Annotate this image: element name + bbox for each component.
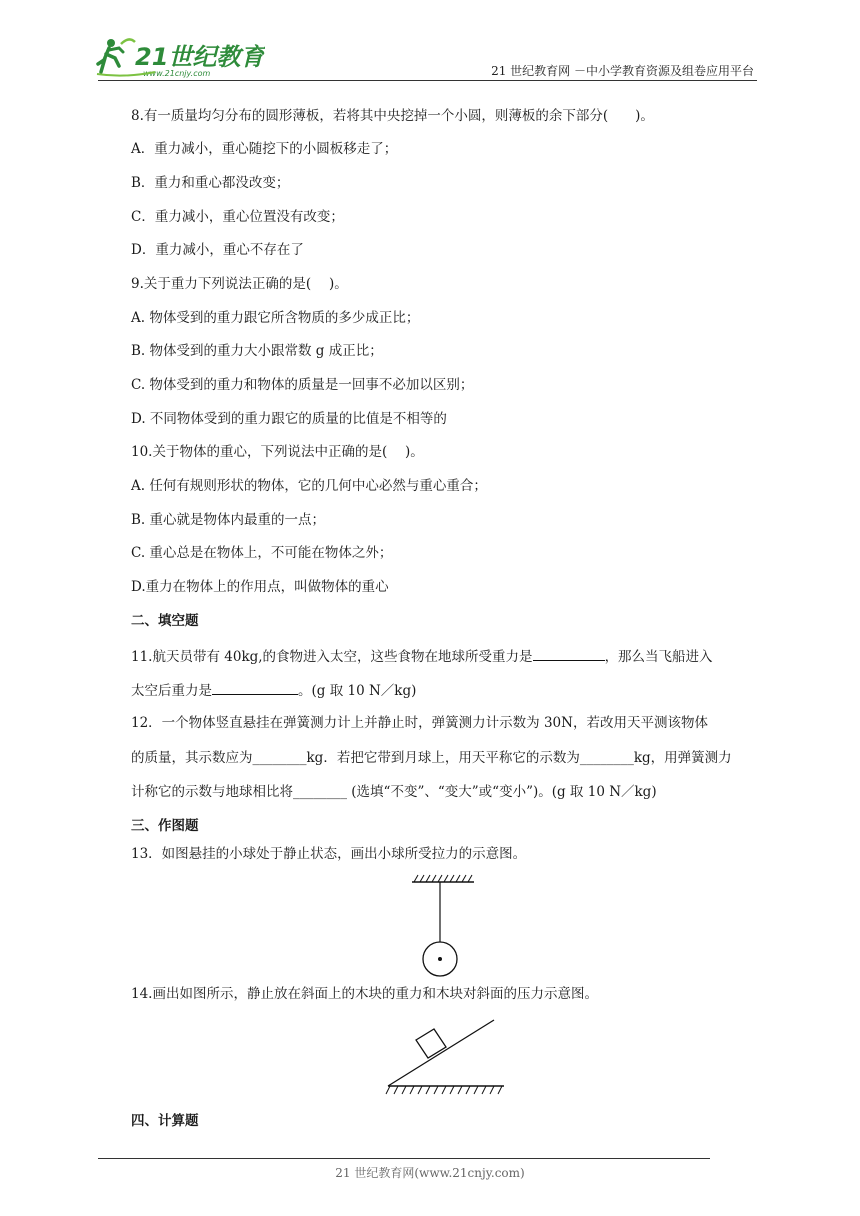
question-10-option-d: D.重力在物体上的作用点，叫做物体的重心 — [131, 579, 389, 595]
question-9-option-b: B. 物体受到的重力大小跟常数 g 成正比； — [131, 343, 383, 359]
question-11-line-1 — [131, 646, 713, 666]
question-9-option-a: A. 物体受到的重力跟它所含物质的多少成正比； — [131, 310, 420, 326]
question-8-option-a: A．重力减小，重心随挖下的小圆板移走了； — [131, 141, 398, 157]
incline-surface — [388, 1020, 494, 1086]
ground-hatch — [386, 1086, 502, 1094]
question-10-stem: 10.关于物体的重心，下列说法中正确的是( )。 — [131, 444, 424, 460]
question-11-text-b: ，那么当飞船进入 — [604, 649, 713, 665]
ceiling-hatch — [414, 875, 472, 882]
section-heading-draw: 三、作图题 — [131, 818, 199, 834]
question-8-option-d: D．重力减小，重心不存在了 — [131, 242, 304, 258]
header-divider — [98, 80, 757, 81]
section-heading-calc: 四、计算题 — [131, 1113, 199, 1129]
section-heading-fill: 二、填空题 — [131, 613, 199, 629]
logo-url: www.21cnjy.com — [143, 69, 211, 78]
answer-blank[interactable] — [533, 646, 605, 661]
question-12-line-1: 12．一个物体竖直悬挂在弹簧测力计上并静止时，弹簧测力计示数为 30N，若改用天平测该物体 — [131, 715, 708, 731]
question-10-option-a: A. 任何有规则形状的物体，它的几何中心必然与重心重合； — [131, 478, 487, 494]
footer-text: 21 世纪教育网(www.21cnjy.com) — [335, 1166, 525, 1180]
question-11-line-2 — [131, 680, 416, 700]
hanging-ball-diagram — [408, 872, 478, 982]
question-12-line-2: 的质量，其示数应为________kg．若把它带到月球上，用天平称它的示数为________kg，用弹簧测力 — [131, 750, 732, 766]
question-8-stem: 8.有一质量均匀分布的圆形薄板，若将其中央挖掉一个小圆，则薄板的余下部分( )。 — [131, 108, 654, 124]
question-9-option-c: C. 物体受到的重力和物体的质量是一回事不必加以区别； — [131, 377, 474, 393]
question-10-option-c: C. 重心总是在物体上，不可能在物体之外； — [131, 545, 393, 561]
question-12-line-3: 计称它的示数与地球相比将________ (选填“不变”、“变大”或“变小”)。(g 取 10 N／kg) — [131, 784, 657, 800]
answer-blank[interactable] — [212, 680, 298, 695]
question-9-option-d: D. 不同物体受到的重力跟它的质量的比值是不相等的 — [131, 411, 447, 427]
incline-block-diagram — [382, 1012, 512, 1098]
site-logo — [95, 34, 265, 78]
ball-center — [438, 957, 442, 961]
question-8-option-b: B．重力和重心都没改变； — [131, 175, 290, 191]
question-13-stem: 13．如图悬挂的小球处于静止状态，画出小球所受拉力的示意图。 — [131, 846, 527, 862]
question-14-stem: 14.画出如图所示，静止放在斜面上的木块的重力和木块对斜面的压力示意图。 — [131, 986, 598, 1002]
question-9-stem: 9.关于重力下列说法正确的是( )。 — [131, 276, 348, 292]
wooden-block — [416, 1029, 446, 1058]
question-8-option-c: C．重力减小，重心位置没有改变； — [131, 209, 344, 225]
logo-text: 21世纪教育 — [135, 43, 265, 71]
question-11-text-a: 11.航天员带有 40kg,的食物进入太空，这些食物在地球所受重力是 — [131, 649, 533, 665]
site-tagline: 21 世纪教育网 －中小学教育资源及组卷应用平台 — [491, 64, 754, 78]
question-11-text-d: 。(g 取 10 N／kg) — [298, 683, 417, 699]
incline-block-figure — [382, 1012, 512, 1102]
hanging-ball-figure — [408, 872, 478, 986]
footer-divider — [98, 1158, 710, 1159]
question-11-text-c: 太空后重力是 — [131, 683, 212, 699]
question-10-option-b: B. 重心就是物体内最重的一点； — [131, 512, 326, 528]
